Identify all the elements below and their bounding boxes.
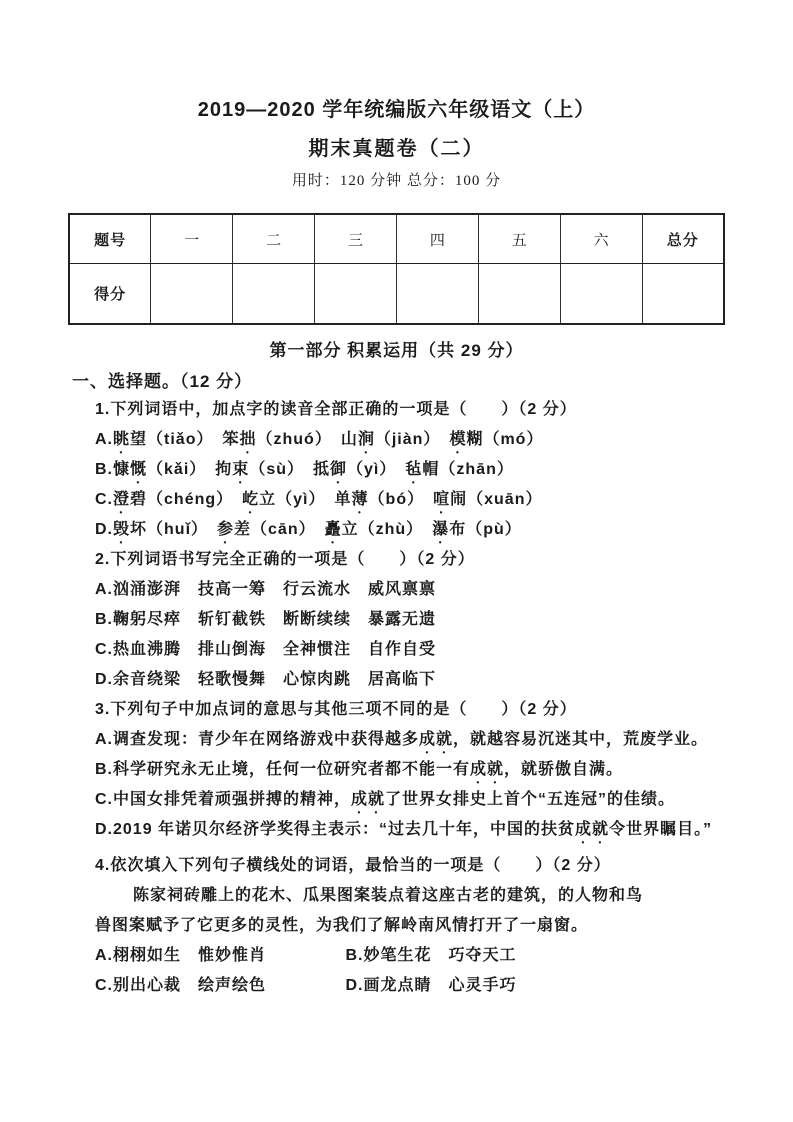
emphasized-text: 屹 bbox=[242, 491, 260, 508]
q3-option-c bbox=[0, 785, 793, 815]
text-segment: 布（pù） bbox=[449, 521, 522, 538]
text-segment: 山 bbox=[340, 431, 358, 448]
score-table-header-cell: 二 bbox=[233, 214, 315, 264]
score-cell-empty bbox=[560, 264, 642, 325]
q3-option-b bbox=[0, 755, 793, 785]
emphasized-text: 瀑 bbox=[432, 521, 450, 538]
text-segment: 坏（huǐ） bbox=[130, 521, 218, 538]
emphasized-text: 成就 bbox=[419, 731, 454, 748]
q1-option-d bbox=[0, 515, 793, 545]
score-table-header-cell: 题号 bbox=[69, 214, 151, 264]
emphasized-text: 成就 bbox=[470, 761, 505, 778]
emphasized-text: 喧 bbox=[433, 491, 451, 508]
q4-option-b: B.妙笔生花 巧夺天工 bbox=[345, 947, 517, 964]
exam-meta-duration-score: 用时：120 分钟 总分：100 分 bbox=[291, 173, 502, 189]
score-cell-empty bbox=[478, 264, 560, 325]
emphasized-text: 拙 bbox=[239, 431, 257, 448]
text-segment: （sù） bbox=[249, 461, 313, 478]
emphasized-text: 御 bbox=[330, 461, 348, 478]
q1-option-c bbox=[0, 485, 793, 515]
text-segment: 了世界女排史上首个“五连冠”的佳绩。 bbox=[385, 791, 676, 808]
text-segment: A. bbox=[95, 431, 113, 448]
score-cell-empty bbox=[642, 264, 724, 325]
text-segment: B. bbox=[95, 461, 113, 478]
q3-option-d bbox=[0, 815, 793, 845]
emphasized-text: 澄 bbox=[113, 491, 131, 508]
q4-options-row-1 bbox=[0, 941, 793, 971]
text-segment: D.2019 年诺贝尔经济学奖得主表示：“过去几十年，中国的扶贫 bbox=[95, 821, 576, 838]
q2-option-d: D.余音绕梁 轻歌慢舞 心惊肉跳 居高临下 bbox=[95, 671, 437, 688]
emphasized-text: 毁 bbox=[113, 521, 131, 538]
score-table-header-cell: 三 bbox=[315, 214, 397, 264]
q3-stem: 3.下列句子中加点词的意思与其他三项不同的是（ ）（2 分） bbox=[95, 701, 577, 718]
q4-stem: 4.依次填入下列句子横线处的词语，最恰当的一项是（ ）（2 分） bbox=[95, 857, 611, 874]
emphasized-text: 参 bbox=[217, 521, 235, 538]
q2-option-b: B.鞠躬尽瘁 斩钉截铁 断断续续 暴露无遗 bbox=[95, 611, 437, 628]
text-segment: 糊（mó） bbox=[466, 431, 544, 448]
emphasized-text: 成就 bbox=[575, 821, 610, 838]
score-table-header-cell: 总分 bbox=[642, 214, 724, 264]
text-segment: 帽（zhān） bbox=[422, 461, 514, 478]
text-segment: 差（cān） bbox=[234, 521, 325, 538]
text-segment: 抵 bbox=[313, 461, 331, 478]
text-segment: 慷 bbox=[113, 461, 131, 478]
q1-option-b bbox=[0, 455, 793, 485]
text-segment: 拘 bbox=[215, 461, 233, 478]
text-segment: 望（tiǎo） bbox=[130, 431, 223, 448]
text-segment: C. bbox=[95, 491, 113, 508]
q1-stem: 1.下列词语中，加点字的读音全部正确的一项是（ ）（2 分） bbox=[95, 401, 577, 418]
q4-passage-line-2: 兽图案赋予了它更多的灵性，为我们了解岭南风情打开了一扇窗。 bbox=[95, 917, 589, 934]
text-segment: 闹（xuān） bbox=[450, 491, 543, 508]
part1-heading: 第一部分 积累运用（共 29 分） bbox=[269, 341, 524, 360]
text-segment: B.科学研究永无止境，任何一位研究者都不能一有 bbox=[95, 761, 471, 778]
emphasized-text: 模 bbox=[449, 431, 467, 448]
score-row-label: 得分 bbox=[69, 264, 151, 325]
score-table-header-cell: 四 bbox=[397, 214, 479, 264]
text-segment: （jiàn） bbox=[374, 431, 450, 448]
q4-option-d: D.画龙点睛 心灵手巧 bbox=[345, 977, 517, 994]
text-segment: 笨 bbox=[222, 431, 240, 448]
emphasized-text: 束 bbox=[232, 461, 250, 478]
score-table bbox=[68, 213, 725, 325]
q1-option-a bbox=[0, 425, 793, 455]
q2-option-c: C.热血沸腾 排山倒海 全神惯注 自作自受 bbox=[95, 641, 437, 658]
emphasized-text: 慨 bbox=[130, 461, 148, 478]
exam-title-line1: 2019—2020 学年统编版六年级语文（上） bbox=[197, 99, 596, 121]
emphasized-text: 矗 bbox=[324, 521, 342, 538]
emphasized-text: 薄 bbox=[351, 491, 369, 508]
section1-heading: 一、选择题。（12 分） bbox=[72, 372, 253, 391]
score-cell-empty bbox=[151, 264, 233, 325]
score-cell-empty bbox=[233, 264, 315, 325]
emphasized-text: 眺 bbox=[113, 431, 131, 448]
emphasized-text: 涧 bbox=[357, 431, 375, 448]
score-cell-empty bbox=[397, 264, 479, 325]
text-segment: ，就骄傲自满。 bbox=[504, 761, 624, 778]
text-segment: 立（yì） bbox=[259, 491, 335, 508]
exam-title-line2: 期末真题卷（二） bbox=[308, 138, 485, 160]
text-segment: （kǎi） bbox=[147, 461, 216, 478]
text-segment: 碧（chéng） bbox=[130, 491, 243, 508]
text-segment: C.中国女排凭着顽强拼搏的精神， bbox=[95, 791, 352, 808]
text-segment: ，就越容易沉迷其中，荒废学业。 bbox=[453, 731, 709, 748]
score-cell-empty bbox=[315, 264, 397, 325]
score-table-header-row bbox=[69, 214, 724, 264]
emphasized-text: 毡 bbox=[405, 461, 423, 478]
text-segment: A.调查发现：青少年在网络游戏中获得越多 bbox=[95, 731, 420, 748]
q4-passage-line-1: 陈家祠砖雕上的花木、瓜果图案装点着这座古老的建筑，的人物和鸟 bbox=[133, 887, 644, 904]
q2-stem: 2.下列词语书写完全正确的一项是（ ）（2 分） bbox=[95, 551, 475, 568]
text-segment: （yì） bbox=[347, 461, 406, 478]
q4-option-c: C.别出心裁 绘声绘色 bbox=[95, 977, 267, 994]
q2-option-a: A.汹涌澎湃 技高一筹 行云流水 威风禀禀 bbox=[95, 581, 437, 598]
emphasized-text: 成就 bbox=[351, 791, 386, 808]
score-table-header-cell: 一 bbox=[151, 214, 233, 264]
text-segment: （bó） bbox=[368, 491, 434, 508]
text-segment: 立（zhù） bbox=[341, 521, 433, 538]
q4-options-row-2 bbox=[0, 971, 793, 1001]
text-segment: 令世界瞩目。” bbox=[609, 821, 713, 838]
text-segment: D. bbox=[95, 521, 113, 538]
text-segment: 单 bbox=[334, 491, 352, 508]
score-table-score-row bbox=[69, 264, 724, 325]
q3-option-a bbox=[0, 725, 793, 755]
score-table-header-cell: 五 bbox=[478, 214, 560, 264]
q4-option-a: A.栩栩如生 惟妙惟肖 bbox=[95, 947, 267, 964]
score-table-header-cell: 六 bbox=[560, 214, 642, 264]
text-segment: （zhuó） bbox=[256, 431, 341, 448]
